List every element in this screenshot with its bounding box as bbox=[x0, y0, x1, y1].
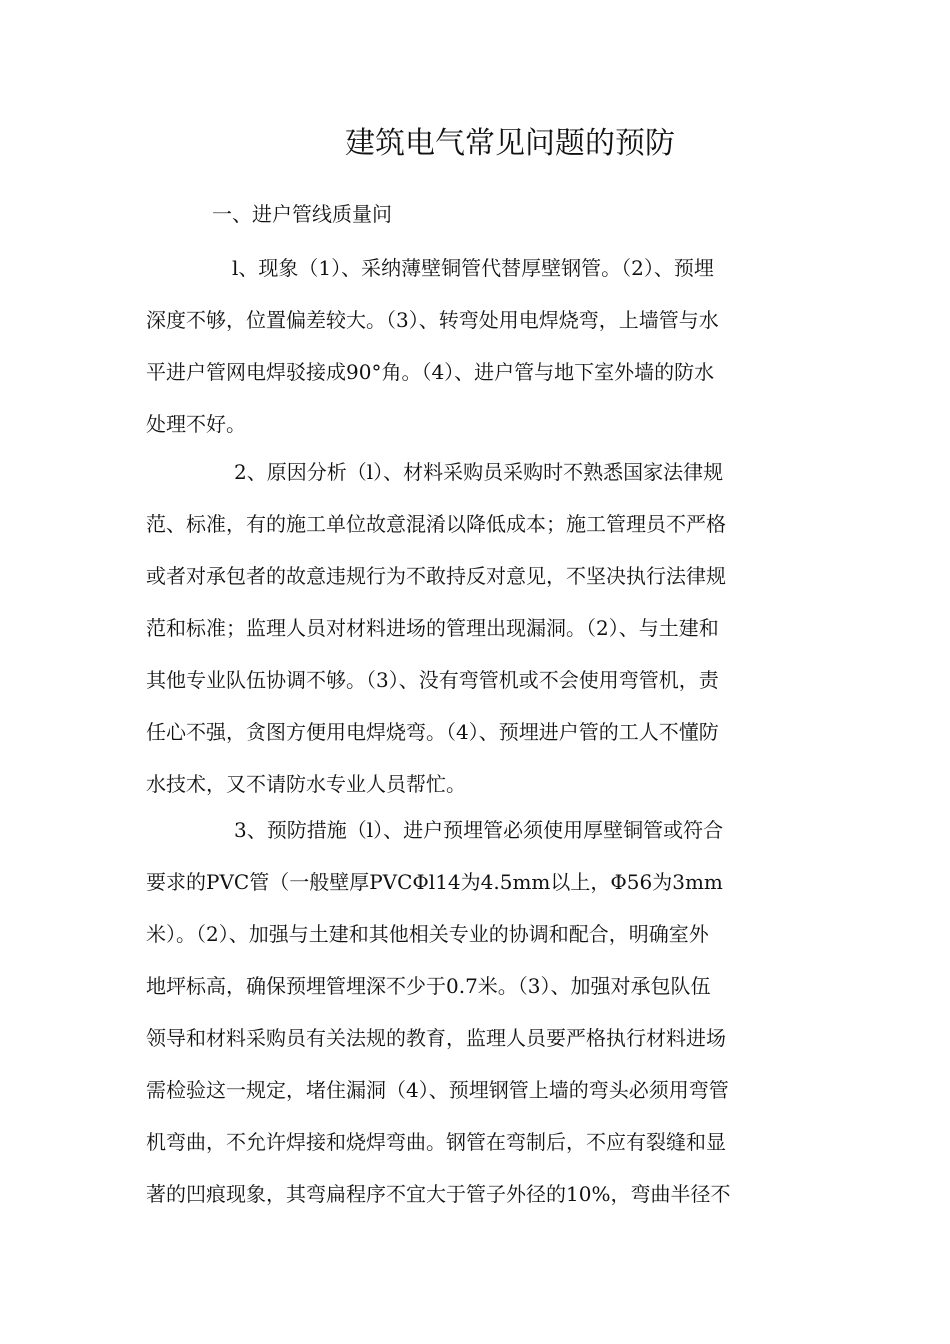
paragraph-line: 地坪标高，确保预埋管埋深不少于0.7米。（3）、加强对承包队伍 bbox=[146, 974, 711, 998]
paragraph-line: 平进户管网电焊驳接成90°角。（4）、进户管与地下室外墙的防水 bbox=[146, 360, 715, 384]
paragraph-line: l、现象（1）、采纳薄壁铜管代替厚壁钢管。（2）、预埋 bbox=[232, 256, 714, 280]
document-title: 建筑电气常见问题的预防 bbox=[345, 126, 675, 161]
paragraph-line: 米）。（2）、加强与土建和其他相关专业的协调和配合，明确室外 bbox=[146, 922, 709, 946]
paragraph-line: 范和标准；监理人员对材料进场的管理出现漏洞。（2）、与土建和 bbox=[146, 616, 719, 640]
paragraph-line: 其他专业队伍协调不够。（3）、没有弯管机或不会使用弯管机，责 bbox=[146, 668, 719, 692]
paragraph-prevention-measures bbox=[146, 804, 806, 1220]
paragraph-line: 著的凹痕现象，其弯扁程序不宜大于管子外径的10%，弯曲半径不 bbox=[146, 1182, 731, 1206]
paragraph-line: 范、标准，有的施工单位故意混淆以降低成本；施工管理员不严格 bbox=[146, 512, 726, 536]
paragraph-line: 或者对承包者的故意违规行为不敢持反对意见，不坚决执行法律规 bbox=[146, 564, 726, 588]
paragraph-line: 机弯曲，不允许焊接和烧焊弯曲。钢管在弯制后，不应有裂缝和显 bbox=[146, 1130, 726, 1154]
paragraph-line: 需检验这一规定，堵住漏洞（4）、预埋钢管上墙的弯头必须用弯管 bbox=[146, 1078, 729, 1102]
paragraph-line: 水技术，又不请防水专业人员帮忙。 bbox=[146, 772, 466, 796]
paragraph-line: 要求的PVC管（一般壁厚PVCΦl14为4.5mm以上，Φ56为3mm bbox=[146, 870, 723, 894]
paragraph-cause-analysis bbox=[146, 446, 806, 810]
paragraph-line: 3、预防措施（l）、进户预埋管必须使用厚壁铜管或符合 bbox=[234, 818, 724, 842]
paragraph-line: 处理不好。 bbox=[146, 412, 246, 436]
paragraph-line: 深度不够，位置偏差较大。（3）、转弯处用电焊烧弯，上墙管与水 bbox=[146, 308, 719, 332]
paragraph-line: 2、原因分析（l）、材料采购员采购时不熟悉国家法律规 bbox=[234, 460, 724, 484]
paragraph-line: 任心不强，贪图方便用电焊烧弯。（4）、预埋进户管的工人不懂防 bbox=[146, 720, 719, 744]
section-heading: 一、进户管线质量问 bbox=[212, 202, 392, 226]
paragraph-line: 领导和材料采购员有关法规的教育，监理人员要严格执行材料进场 bbox=[146, 1026, 726, 1050]
paragraph-phenomenon bbox=[146, 242, 806, 450]
